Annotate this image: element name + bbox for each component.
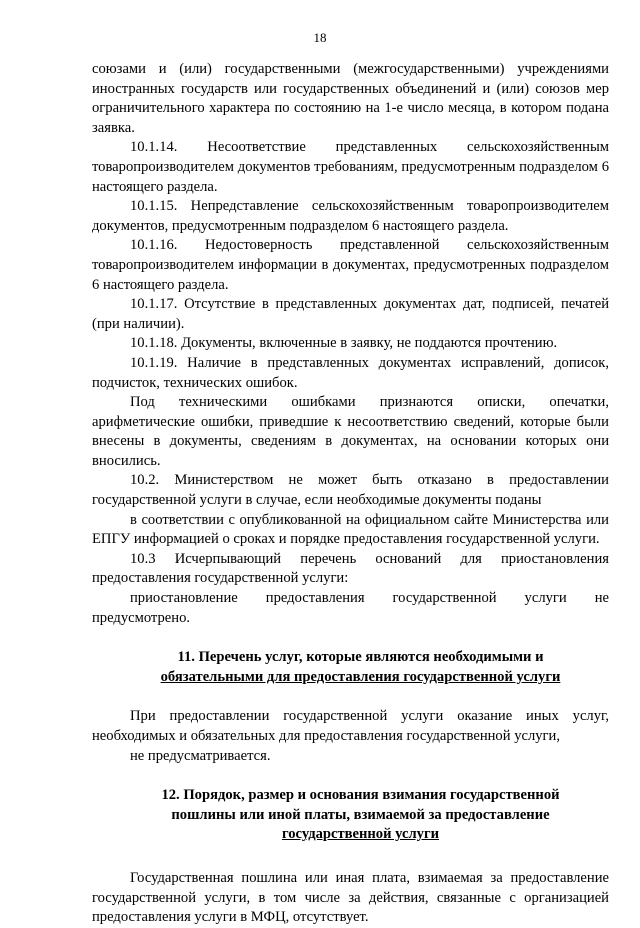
paragraph: не предусматривается. bbox=[130, 747, 271, 764]
section-heading-underlined: государственной услуги bbox=[281, 826, 440, 843]
section-heading-line: 11. Перечень услуг, которые являются необходимыми и bbox=[177, 649, 544, 666]
paragraph: 10.1.15. Непредставление сельскохозяйственным товаропроизводителем документов, предусмотренным подразделом 6 настоящего раздела. bbox=[92, 198, 609, 234]
paragraph: приостановление предоставления государственной услуги не предусмотрено. bbox=[92, 590, 609, 626]
spacer bbox=[92, 766, 609, 786]
section-12-heading bbox=[92, 786, 609, 845]
paragraph: 10.1.18. Документы, включенные в заявку, не поддаются прочтению. bbox=[130, 335, 558, 352]
section-heading-line: 12. Порядок, размер и основания взимания государственной bbox=[161, 787, 560, 804]
paragraph: 10.1.16. Недостоверность представленной сельскохозяйственным товаропроизводителем информации в документах, предусмотренных подразделом 6 настоящего раздела. bbox=[92, 237, 609, 293]
paragraph: Под техническими ошибками признаются описки, опечатки, арифметические ошибки, приведшие к несоответствию сведений, которые были внесены в документы, сведениям в документах, на основании которых они вносились. bbox=[92, 394, 609, 469]
paragraph: союзами и (или) государственными (межгосударственными) учреждениями иностранных государств или государственных объединений и (или) союзов мер ограничительного характера по состоянию на 1-е число месяца, в котором подана заявка. bbox=[92, 61, 609, 136]
page-number: 18 bbox=[313, 30, 327, 45]
section-heading-line bbox=[92, 825, 609, 845]
section-heading-underlined: обязательными для предоставления государственной услуги bbox=[160, 668, 561, 685]
spacer bbox=[92, 687, 609, 707]
spacer bbox=[92, 628, 609, 648]
paragraph: При предоставлении государственной услуги оказание иных услуг, необходимых и обязательных для предоставления государственной услуги, bbox=[92, 708, 609, 744]
paragraph: 10.1.17. Отсутствие в представленных документах дат, подписей, печатей (при наличии). bbox=[92, 296, 609, 332]
paragraph: 10.2. Министерством не может быть отказано в предоставлении государственной услуги в случае, если необходимые документы поданы bbox=[92, 472, 609, 509]
section-11-heading bbox=[92, 648, 609, 687]
paragraph: Государственная пошлина или иная плата, взимаемая за предоставление государственной услуги, в том числе за действия, связанные с организацией предоставления услуги в МФЦ, отсутствует. bbox=[92, 869, 609, 926]
paragraph: 10.1.19. Наличие в представленных документах исправлений, дописок, подчисток, технических ошибок. bbox=[92, 354, 609, 391]
paragraph: 10.1.14. Несоответствие представленных сельскохозяйственным товаропроизводителем документов требованиям, предусмотренным подразделом 6 настоящего раздела. bbox=[92, 139, 609, 195]
spacer bbox=[92, 845, 609, 869]
document-body bbox=[92, 60, 609, 928]
paragraph: в соответствии с опубликованной на официальном сайте Министерства или ЕПГУ информацией о сроках и порядке предоставления государственной услуги. bbox=[92, 511, 609, 548]
paragraph: 10.3 Исчерпывающий перечень оснований для приостановления предоставления государственной услуги: bbox=[92, 550, 609, 587]
section-heading-line bbox=[92, 668, 609, 688]
section-heading-line: пошлины или иной платы, взимаемой за предоставление bbox=[171, 806, 550, 823]
